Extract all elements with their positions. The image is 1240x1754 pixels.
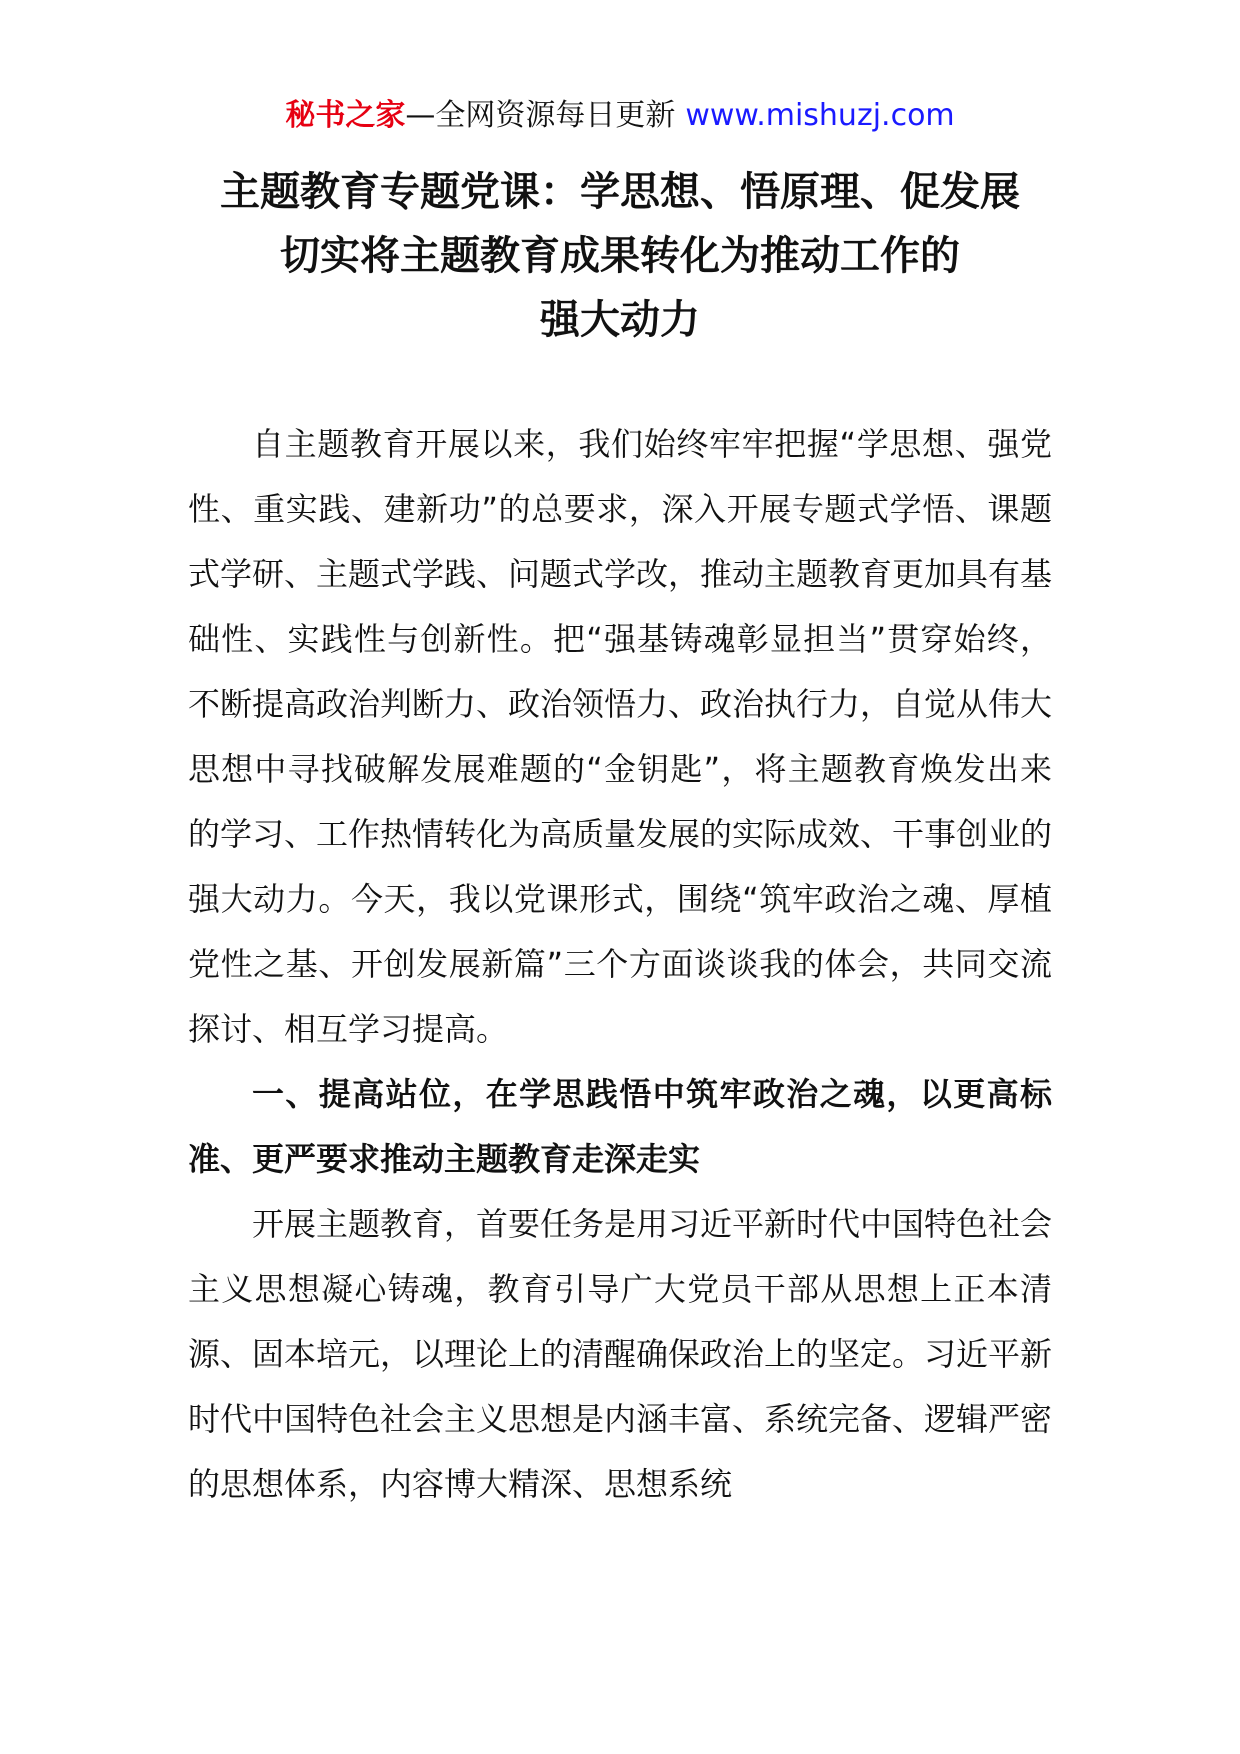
title-line-1: 主题教育专题党课：学思想、悟原理、促发展: [220, 169, 1020, 215]
brand-name: 秘书之家: [285, 98, 406, 133]
site-tagline: —全网资源每日更新: [405, 98, 676, 133]
document-title: [0, 160, 1240, 352]
document-body: [188, 412, 1052, 1517]
site-header: [0, 96, 1240, 136]
title-line-2: 切实将主题教育成果转化为推动工作的: [280, 233, 960, 279]
section-1-paragraph: 开展主题教育，首要任务是用习近平新时代中国特色社会主义思想凝心铸魂，教育引导广大党员干部从思想上正本清源、固本培元，以理论上的清醒确保政治上的坚定。习近平新时代中国特色社会主义思想是内涵丰富、系统完备、逻辑严密的思想体系，内容博大精深、思想系统: [188, 1205, 1053, 1503]
intro-paragraph: 自主题教育开展以来，我们始终牢牢把握“学思想、强党性、重实践、建新功”的总要求，深入开展专题式学悟、课题式学研、主题式学践、问题式学改，推动主题教育更加具有基础性、实践性与创新性。把“强基铸魂彰显担当”贯穿始终，不断提高政治判断力、政治领悟力、政治执行力，自觉从伟大思想中寻找破解发展难题的“金钥匙”，将主题教育焕发出来的学习、工作热情转化为高质量发展的实际成效、干事创业的强大动力。今天，我以党课形式，围绕“筑牢政治之魂、厚植党性之基、开创发展新篇”三个方面谈谈我的体会，共同交流探讨、相互学习提高。: [188, 425, 1053, 1048]
section-heading-1: 一、提高站位，在学思践悟中筑牢政治之魂，以更高标准、更严要求推动主题教育走深走实: [188, 1075, 1052, 1178]
title-line-3: 强大动力: [540, 297, 700, 343]
site-url-link[interactable]: www.mishuzj.com: [685, 98, 955, 133]
